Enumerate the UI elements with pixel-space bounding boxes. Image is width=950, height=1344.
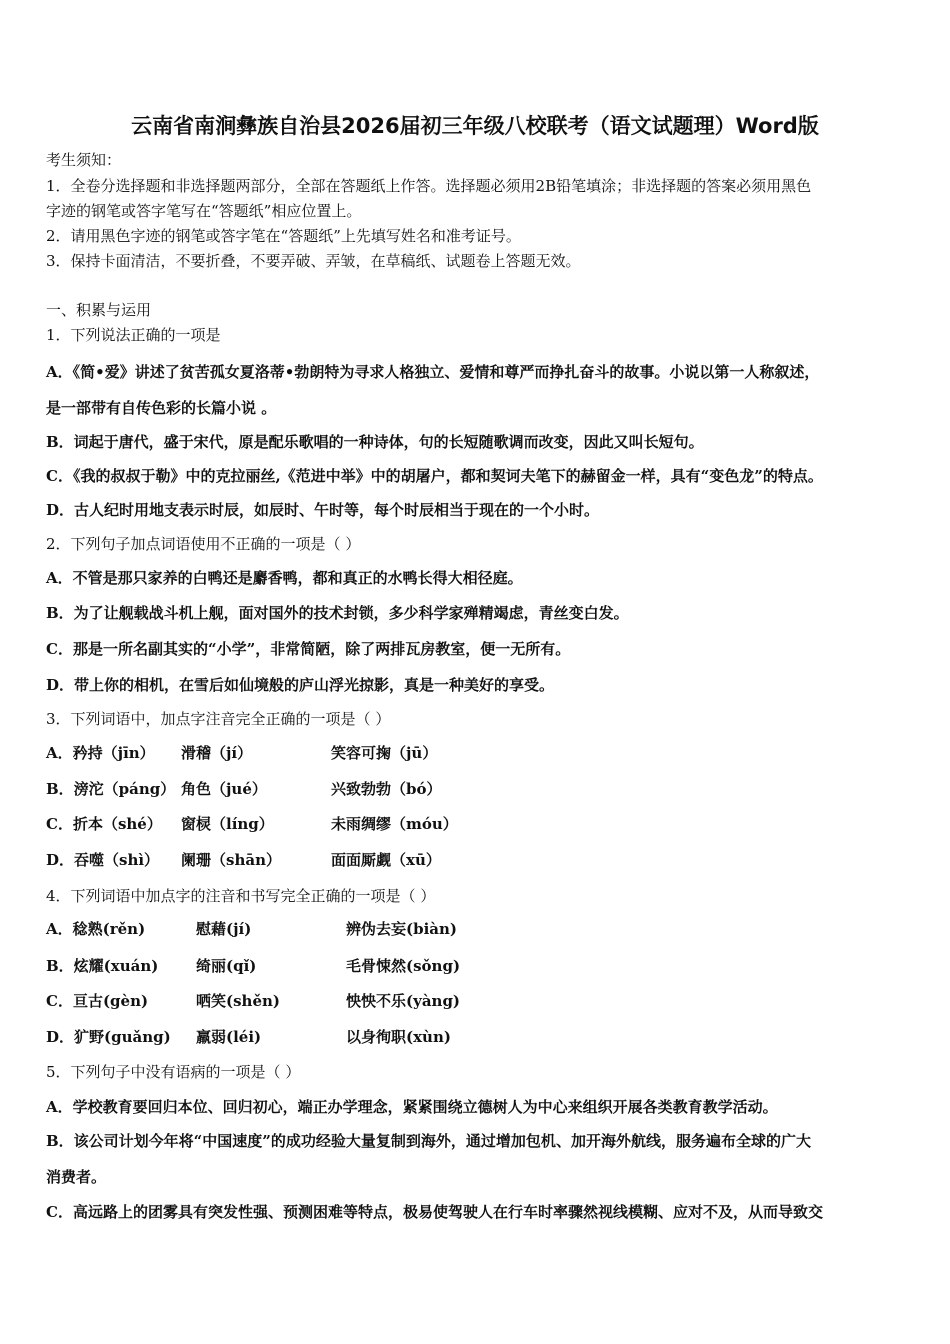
question-4-stem: 4．下列词语中加点字的注音和书写完全正确的一项是（ ） (46, 887, 436, 905)
notice-item: 1．全卷分选择题和非选择题两部分，全部在答题纸上作答。选择题必须用2B铅笔填涂；非选择题的答案必须用黑色 (46, 177, 812, 195)
question-2-option-a: A．不管是那只家养的白鸭还是麝香鸭，都和真正的水鸭长得大相径庭。 (46, 569, 523, 587)
option-word: 以身徇职(xùn) (346, 1028, 451, 1046)
option-word: B．炫耀(xuán) (46, 957, 159, 975)
question-5-stem: 5．下列句子中没有语病的一项是（ ） (46, 1063, 301, 1081)
question-2-option-b: B．为了让舰载战斗机上舰，面对国外的技术封锁，多少科学家殚精竭虑，青丝变白发。 (46, 604, 629, 622)
question-4-option (46, 991, 460, 1011)
page-title: 云南省南涧彝族自治县2026届初三年级八校联考（语文试题理）Word版 (131, 114, 819, 138)
option-word: C．折本（shé） (46, 815, 162, 833)
option-word: B．滂沱（páng） (46, 780, 176, 798)
question-1-stem: 1．下列说法正确的一项是 (46, 326, 221, 344)
notice-heading: 考生须知： (46, 151, 122, 169)
option-word: 未雨绸缪（móu） (331, 815, 458, 833)
option-word: 笑容可掬（jū） (331, 744, 438, 762)
notice-item: 3．保持卡面清洁，不要折叠，不要弄破、弄皱，在草稿纸、试题卷上答题无效。 (46, 252, 581, 270)
question-1-option-d: D．古人纪时用地支表示时辰，如辰时、午时等，每个时辰相当于现在的一个小时。 (46, 501, 600, 519)
section-heading: 一、积累与运用 (46, 301, 152, 319)
question-4-option (46, 956, 460, 976)
question-1-option-a-continued: 是一部带有自传色彩的长篇小说 。 (46, 399, 277, 417)
option-word: 羸弱(léi) (196, 1028, 262, 1046)
question-5-option-c: C．高远路上的团雾具有突发性强、预测困难等特点，极易使驾驶人在行车时率骤然视线模糊、应对不及，从而导致交 (46, 1203, 823, 1221)
question-5-option-b-continued: 消费者。 (46, 1168, 107, 1186)
question-3-option (46, 850, 441, 870)
question-4-option (46, 919, 457, 939)
option-word: 滑稽（jí） (181, 744, 253, 762)
option-word: 哂笑(shěn) (196, 992, 280, 1010)
option-word: 面面厮觑（xū） (331, 851, 441, 869)
option-word: 慰藉(jí) (196, 920, 252, 938)
notice-item: 2．请用黑色字迹的钢笔或答字笔在“答题纸”上先填写姓名和准考证号。 (46, 227, 521, 245)
option-word: A．稔熟(rěn) (46, 920, 146, 938)
notice-item: 字迹的钢笔或答字笔写在“答题纸”相应位置上。 (46, 202, 362, 220)
option-word: 毛骨悚然(sǒng) (346, 957, 461, 975)
option-word: 绮丽(qǐ) (196, 957, 257, 975)
option-word: A．矜持（jīn） (46, 744, 155, 762)
option-word: 辨伪去妄(biàn) (346, 920, 458, 938)
question-1-option-b: B．词起于唐代，盛于宋代，原是配乐歌唱的一种诗体，句的长短随歌调而改变，因此又叫长短句。 (46, 433, 704, 451)
option-word: D．犷野(guǎng) (46, 1028, 171, 1046)
question-3-option (46, 743, 437, 763)
question-5-option-b: B．该公司计划今年将“中国速度”的成功经验大量复制到海外，通过增加包机、加开海外航线，服务遍布全球的广大 (46, 1132, 811, 1150)
question-2-option-c: C．那是一所名副其实的“小学”，非常简陋，除了两排瓦房教室，便一无所有。 (46, 640, 571, 658)
option-word: 角色（jué） (181, 780, 267, 798)
question-1-option-a: A．《简•爱》讲述了贫苦孤女夏洛蒂•勃朗特为寻求人格独立、爱情和尊严而挣扎奋斗的故事。小说以第一人称叙述， (46, 363, 820, 381)
question-1-option-c: C．《我的叔叔于勒》中的克拉丽丝,《范进中举》中的胡屠户，都和契诃夫笔下的赫留金一样，具有“变色龙”的特点。 (46, 467, 823, 485)
question-2-option-d: D．带上你的相机，在雪后如仙境般的庐山浮光掠影，真是一种美好的享受。 (46, 676, 555, 694)
option-word: 怏怏不乐(yàng) (346, 992, 461, 1010)
option-word: 阑珊（shān） (181, 851, 281, 869)
question-2-stem: 2．下列句子加点词语使用不正确的一项是（ ） (46, 535, 361, 553)
option-word: 窗棂（líng） (181, 815, 274, 833)
option-word: 兴致勃勃（bó） (331, 780, 442, 798)
question-4-option (46, 1027, 451, 1047)
question-3-option (46, 779, 442, 799)
question-3-stem: 3．下列词语中，加点字注音完全正确的一项是（ ） (46, 710, 391, 728)
option-word: C．亘古(gèn) (46, 992, 149, 1010)
question-3-option (46, 814, 458, 834)
option-word: D．吞噬（shì） (46, 851, 160, 869)
question-5-option-a: A．学校教育要回归本位、回归初心，端正办学理念，紧紧围绕立德树人为中心来组织开展各类教育教学活动。 (46, 1098, 778, 1116)
